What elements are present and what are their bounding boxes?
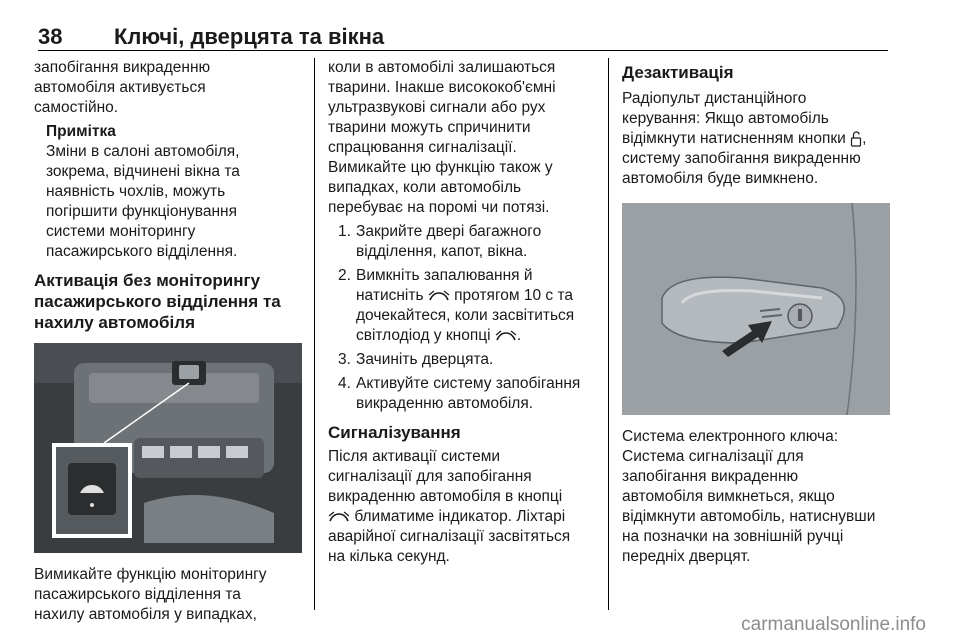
step-number: 3.: [338, 351, 351, 368]
unlock-padlock-icon: [850, 131, 862, 147]
body-line: автомобіля буде вимкнено.: [622, 170, 819, 187]
body-line: керування: Якщо автомобіль: [622, 110, 829, 127]
step-number: 2.: [338, 267, 351, 284]
column-2: [328, 58, 596, 567]
car-tilt-icon: [495, 330, 517, 342]
column-divider: [314, 58, 315, 610]
step-line: Зачиніть дверцята.: [356, 351, 494, 368]
caption-line: нахилу автомобіля у випадках,: [34, 606, 257, 623]
list-item: [328, 350, 596, 370]
body-line: автомобіля вимкнеться, якщо: [622, 488, 835, 505]
body-line: Після активації системи: [328, 448, 501, 465]
list-item: [328, 266, 596, 346]
steps-list: [328, 222, 596, 414]
body-line: Система сигналізації для: [622, 448, 804, 465]
heading-line: пасажирського відділення та: [34, 292, 281, 311]
overhead-console-illustration: [34, 343, 302, 553]
step-number: 1.: [338, 223, 351, 240]
note-block: [46, 122, 302, 262]
body-line: викраденню автомобіля в кнопці: [328, 488, 563, 505]
body-line: Радіопульт дистанційного: [622, 90, 807, 107]
body-line: відімкнути автомобіль, натиснувши: [622, 508, 876, 525]
column-1: [34, 58, 302, 625]
step-number: 4.: [338, 375, 351, 392]
header-rule: [38, 50, 888, 51]
note-line: системи моніторингу: [46, 223, 196, 240]
caption-line: Вимикайте функцію моніторингу: [34, 566, 267, 583]
note-line: пасажирського відділення.: [46, 243, 238, 260]
note-line: наявність чохлів, можуть: [46, 183, 226, 200]
intro-line: запобігання викраденню: [34, 59, 211, 76]
body-line: тварини можуть спричинити: [328, 119, 531, 136]
overhead-console-photo: [34, 343, 302, 553]
body-line: на кілька секунд.: [328, 548, 450, 565]
column-divider: [608, 58, 609, 610]
list-item: [328, 222, 596, 262]
note-line: Зміни в салоні автомобіля,: [46, 143, 240, 160]
note-line: зокрема, відчинені вікна та: [46, 163, 240, 180]
intro-line: автомобіля активується: [34, 79, 206, 96]
body-line: Система електронного ключа:: [622, 428, 839, 445]
step-line: Вимкніть запалювання й: [356, 267, 533, 284]
note-line: погіршити функціонування: [46, 203, 238, 220]
body-line: перебуває на поромі чи потязі.: [328, 199, 550, 216]
body-line: передніх дверцят.: [622, 548, 751, 565]
body-line: коли в автомобілі залишаються: [328, 59, 556, 76]
door-handle-photo: [622, 203, 890, 415]
note-title: Примітка: [46, 123, 116, 140]
column-3: [622, 58, 890, 567]
step-line: викраденню автомобіля.: [356, 395, 534, 412]
step-line: Закрийте двері багажного: [356, 223, 542, 240]
step-line: натисніть протягом 10 с та: [356, 287, 573, 304]
section-heading: Сигналізування: [328, 423, 461, 442]
page-number: 38: [38, 24, 63, 49]
step-line: світлодіод у кнопці .: [356, 327, 522, 344]
body-line: сигналізації для запобігання: [328, 468, 532, 485]
body-line: аварійної сигналізації засвітяться: [328, 528, 571, 545]
caption-line: пасажирського відділення та: [34, 586, 241, 603]
heading-line: Активація без моніторингу: [34, 271, 261, 290]
body-line: тварини. Інакше висококоб'ємні: [328, 79, 556, 96]
body-line: випадках, коли автомобіль: [328, 179, 522, 196]
body-line: Вимикайте цю функцію також у: [328, 159, 553, 176]
paragraph: [328, 447, 596, 567]
section-heading: Дезактивація: [622, 63, 734, 82]
body-line: спрацювання сигналізації.: [328, 139, 517, 156]
car-tilt-icon: [328, 511, 350, 523]
intro-line: самостійно.: [34, 99, 119, 116]
body-line: на позначки на зовнішній ручці: [622, 528, 844, 545]
paragraph: [622, 89, 890, 189]
body-line: блиматиме індикатор. Ліхтарі: [328, 507, 596, 527]
car-tilt-icon: [428, 290, 450, 302]
body-line: запобігання викраденню: [622, 468, 799, 485]
watermark: carmanualsonline.info: [741, 614, 926, 635]
body-line: систему запобігання викраденню: [622, 150, 861, 167]
step-line: Активуйте систему запобігання: [356, 375, 581, 392]
list-item: [328, 374, 596, 414]
step-line: дочекайтеся, коли засвітиться: [356, 307, 575, 324]
door-handle-illustration: [622, 203, 890, 415]
page-title: Ключі, дверцята та вікна: [114, 24, 385, 49]
section-heading: [34, 270, 302, 333]
step-line: відділення, капот, вікна.: [356, 243, 528, 260]
body-line: відімкнути натисненням кнопки ,: [622, 130, 867, 147]
heading-line: нахилу автомобіля: [34, 313, 196, 332]
body-line: ультразвукові сигнали або рух: [328, 99, 546, 116]
